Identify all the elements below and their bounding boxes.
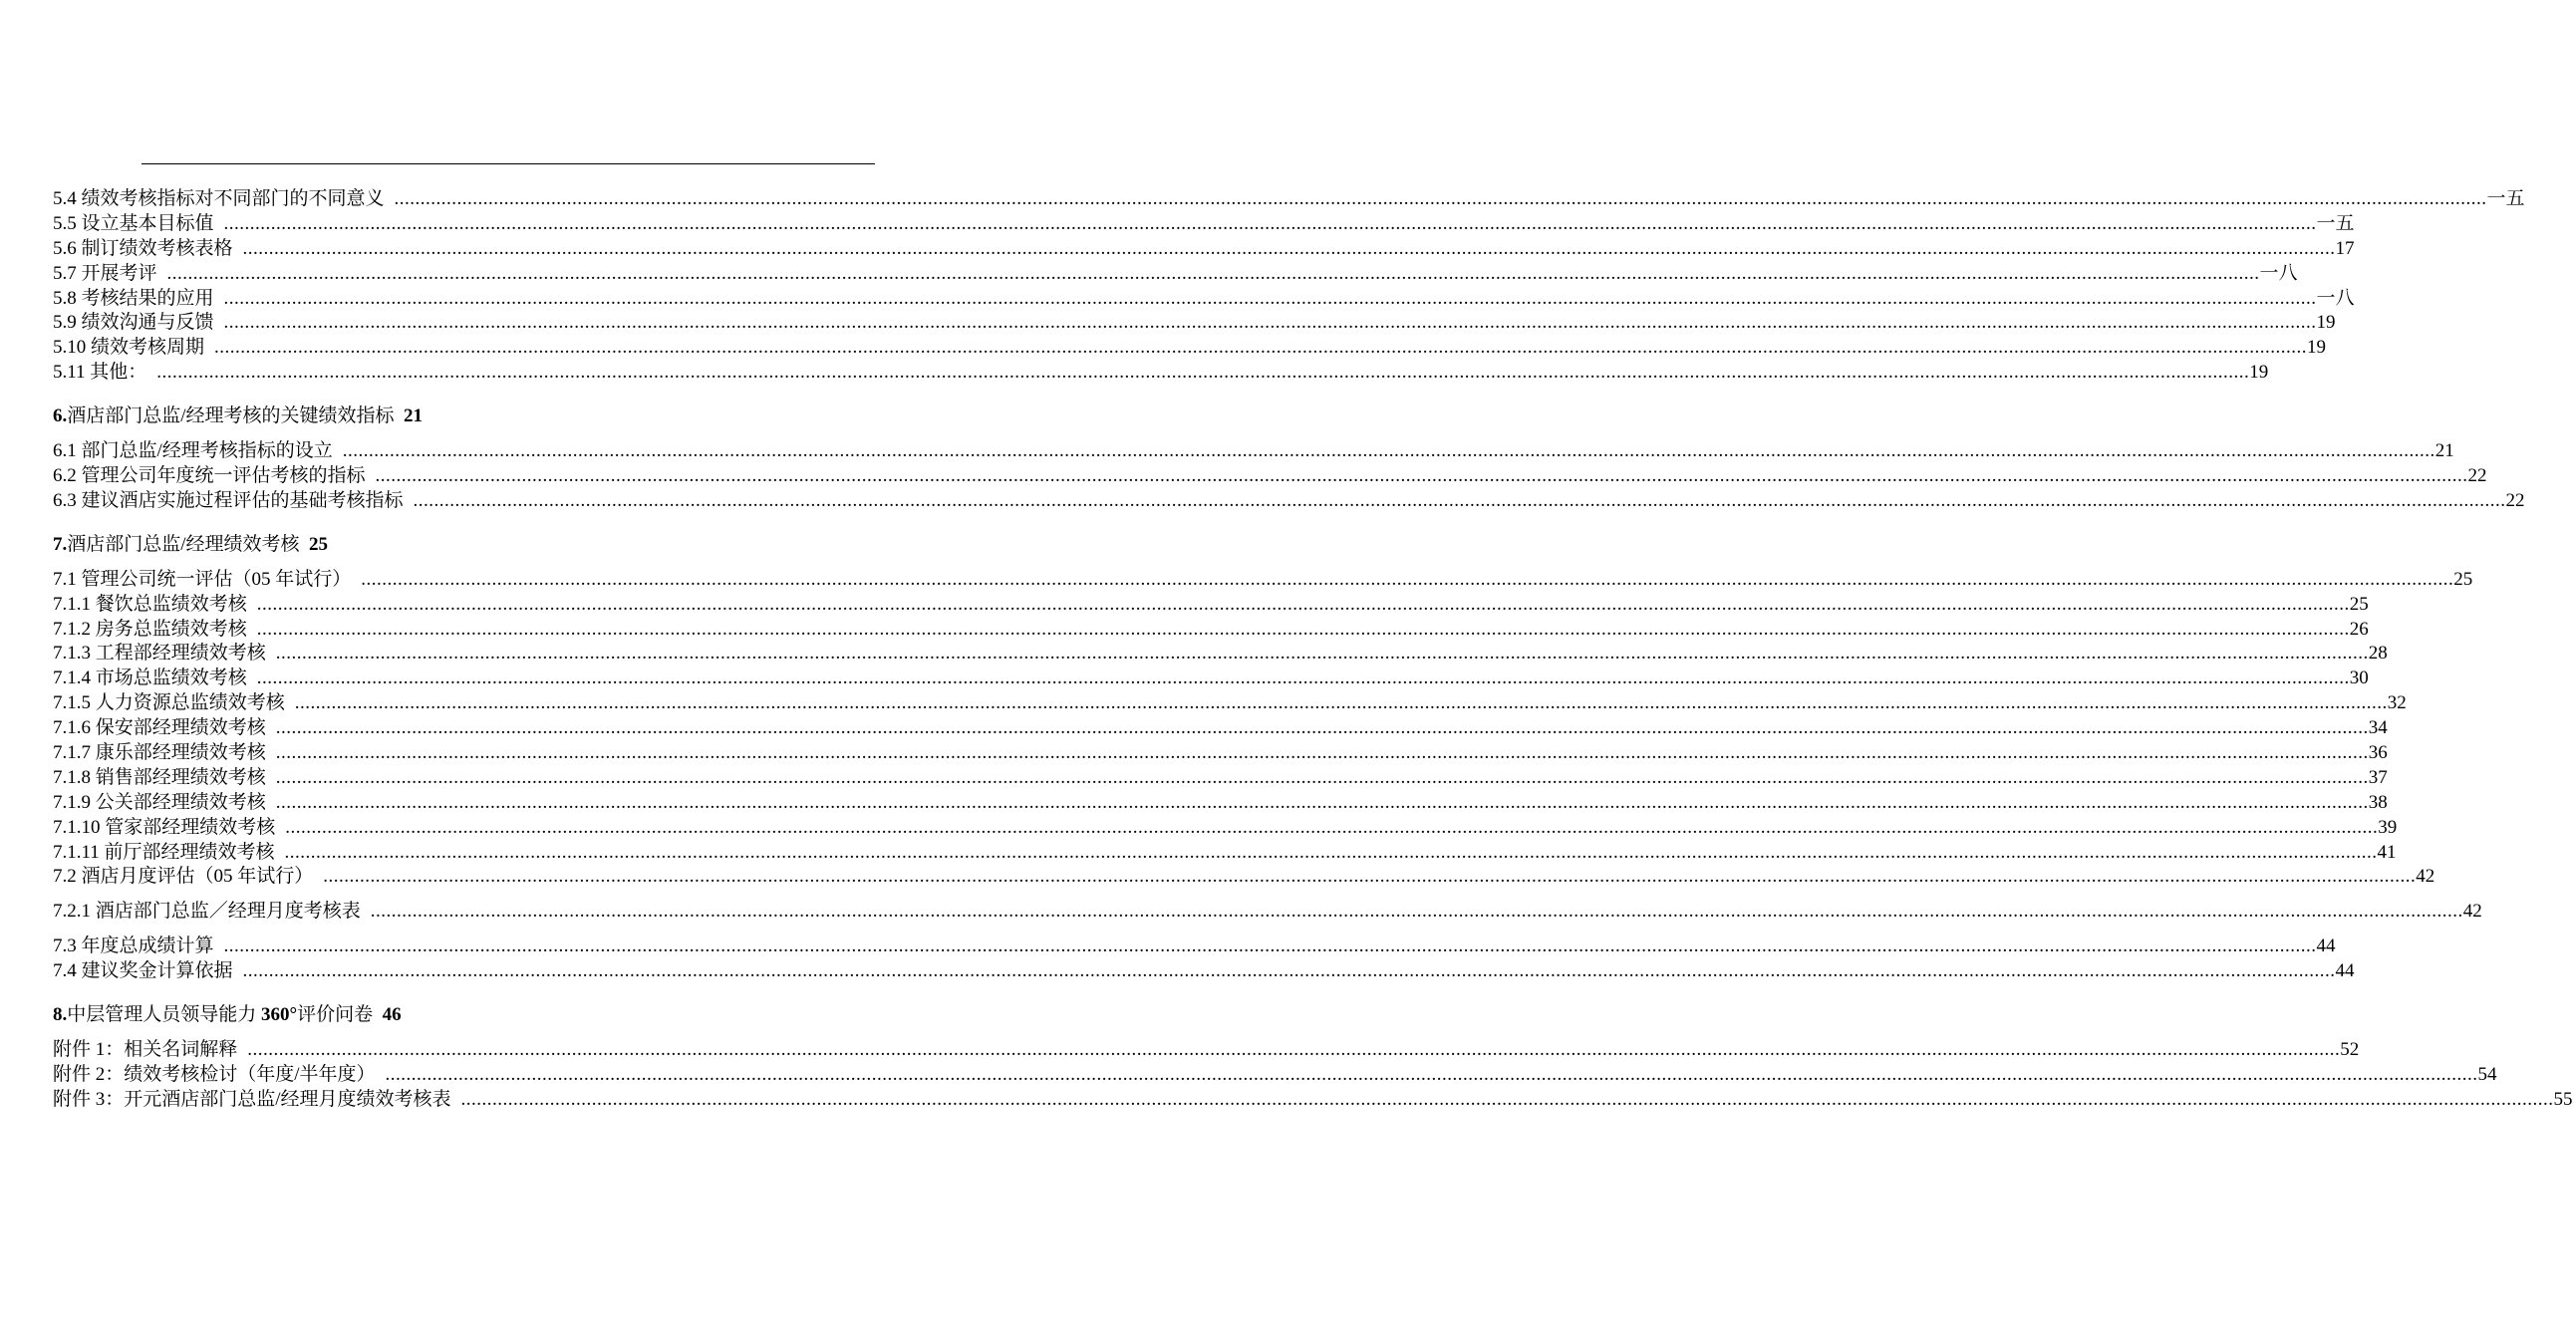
toc-group-7c [53,935,2355,984]
dot-leader: ................................................................................................................................................................................................................................................................................................................................................................................................................ [275,791,2369,813]
toc-entry-label: 7.1.1 餐饮总监绩效考核 [53,593,247,615]
toc-entry[interactable] [53,212,2355,237]
toc-entry[interactable] [53,311,2336,336]
toc-entry-label: 7.1.2 房务总监绩效考核 [53,618,247,640]
toc-entry[interactable] [53,935,2336,959]
toc-entry[interactable] [53,691,2407,716]
toc-entry[interactable] [53,716,2388,741]
toc-entry[interactable] [53,593,2369,618]
toc-entry[interactable] [53,1088,2573,1113]
dot-leader: ................................................................................................................................................................................................................................................................................................................................................................................................................ [156,362,2250,384]
toc-entry[interactable] [53,439,2454,464]
toc-entry-page: 22 [2505,489,2525,511]
toc-entry-page: 19 [2249,362,2269,384]
toc-entry[interactable] [53,237,2355,262]
toc-entry[interactable] [53,841,2397,866]
toc-entry-label: 7.1.6 保安部经理绩效考核 [53,717,266,739]
heading-number: 8. [53,1004,68,1026]
heading-title-bold: 360° [261,1004,298,1026]
dot-leader: ................................................................................................................................................................................................................................................................................................................................................................................................................ [275,717,2369,739]
toc-entry[interactable] [53,361,2269,386]
dot-leader: ................................................................................................................................................................................................................................................................................................................................................................................................................ [370,901,2463,923]
dot-leader: ................................................................................................................................................................................................................................................................................................................................................................................................................ [460,1088,2554,1110]
toc-entry-page: 19 [2316,312,2336,334]
heading-page: 25 [309,533,329,555]
toc-entry-page: 41 [2377,841,2397,863]
toc-entry[interactable] [53,816,2398,841]
toc-entry[interactable] [53,959,2355,984]
toc-entry-page: 42 [2462,901,2482,923]
dot-leader: ................................................................................................................................................................................................................................................................................................................................................................................................................ [284,841,2378,863]
toc-entry-label: 5.10 绩效考核周期 [53,337,205,359]
toc-entry[interactable] [53,865,2435,890]
dot-leader: ................................................................................................................................................................................................................................................................................................................................................................................................................ [214,337,2308,359]
dot-leader: ................................................................................................................................................................................................................................................................................................................................................................................................................ [275,643,2369,665]
toc-entry[interactable] [53,187,2525,212]
toc-heading-8[interactable] [53,1002,860,1028]
heading-title: 中层管理人员领导能力 [67,1004,262,1026]
toc-entry-page: 一五 [2486,188,2525,209]
dot-leader: ................................................................................................................................................................................................................................................................................................................................................................................................................ [275,766,2369,788]
toc-entry[interactable] [53,568,2473,593]
toc-entry-label: 7.1.8 销售部经理绩效考核 [53,766,266,788]
toc-entry-label: 5.4 绩效考核指标对不同部门的不同意义 [53,188,385,209]
toc-entry-page: 一五 [2316,212,2355,234]
toc-entry[interactable] [53,464,2487,489]
dot-leader: ................................................................................................................................................................................................................................................................................................................................................................................................................ [285,816,2379,838]
toc-entry[interactable] [53,262,2298,287]
toc-entry-label: 6.1 部门总监/经理考核指标的设立 [53,440,333,462]
toc-entry-label: 5.9 绩效沟通与反馈 [53,312,214,334]
heading-title: 酒店部门总监/经理绩效考核 [67,533,300,555]
toc-entry-label: 5.7 开展考评 [53,262,157,284]
toc-entry[interactable] [53,766,2388,791]
toc-entry[interactable] [53,791,2388,816]
toc-entry-page: 19 [2307,337,2327,359]
heading-number: 7. [53,533,68,555]
toc-group-5 [53,187,2525,386]
toc-heading-6[interactable] [53,403,860,429]
toc-entry-page: 26 [2349,618,2369,640]
toc-group-appendix [53,1038,2573,1113]
toc-entry[interactable] [53,489,2525,514]
toc-entry-label: 7.2.1 酒店部门总监／经理月度考核表 [53,901,361,923]
toc-entry-label: 附件 1：相关名词解释 [53,1039,238,1061]
toc-entry-label: 7.1.9 公关部经理绩效考核 [53,791,266,813]
dot-leader: ................................................................................................................................................................................................................................................................................................................................................................................................................ [223,287,2317,309]
heading-page: 46 [382,1004,402,1026]
toc-entry-page: 52 [2340,1039,2360,1061]
dot-leader: ................................................................................................................................................................................................................................................................................................................................................................................................................ [275,742,2369,764]
toc-entry-page: 30 [2349,668,2369,689]
dot-leader: ................................................................................................................................................................................................................................................................................................................................................................................................................ [413,489,2506,511]
dot-leader: ................................................................................................................................................................................................................................................................................................................................................................................................................ [242,237,2336,259]
header-rule [142,163,875,164]
toc-entry-page: 39 [2378,816,2398,838]
toc-entry-label: 5.8 考核结果的应用 [53,287,214,309]
toc-entry-page: 22 [2467,465,2487,487]
toc-entry-page: 44 [2335,960,2355,982]
toc-entry-page: 一八 [2259,262,2298,284]
dot-leader: ................................................................................................................................................................................................................................................................................................................................................................................................................ [342,440,2435,462]
dot-leader: ................................................................................................................................................................................................................................................................................................................................................................................................................ [223,936,2317,957]
toc-entry-label: 附件 3：开元酒店部门总监/经理月度绩效考核表 [53,1088,451,1110]
toc-entry[interactable] [53,741,2388,766]
heading-number: 6. [53,405,68,427]
toc-entry[interactable] [53,618,2369,643]
toc-entry-page: 36 [2368,742,2388,764]
toc-entry-label: 7.1.3 工程部经理绩效考核 [53,643,266,665]
toc-entry-page: 44 [2316,936,2336,957]
table-of-contents [53,187,2573,1113]
toc-entry[interactable] [53,900,2482,925]
heading-title-suffix: 评价问卷 [297,1004,374,1026]
toc-entry-label: 6.2 管理公司年度统一评估考核的指标 [53,465,366,487]
toc-entry-page: 21 [2434,440,2454,462]
toc-entry-page: 25 [2349,593,2369,615]
toc-entry-label: 7.2 酒店月度评估（05 年试行） [53,866,314,888]
toc-entry-label: 7.1.10 管家部经理绩效考核 [53,816,276,838]
toc-entry-page: 28 [2368,643,2388,665]
toc-heading-7[interactable] [53,532,860,558]
toc-group-7b [53,900,2482,925]
toc-entry-label: 5.6 制订绩效考核表格 [53,237,233,259]
dot-leader: ................................................................................................................................................................................................................................................................................................................................................................................................................ [256,618,2350,640]
heading-page: 21 [404,405,424,427]
toc-entry-label: 附件 2：绩效考核检讨（年度/半年度） [53,1063,376,1085]
dot-leader: ................................................................................................................................................................................................................................................................................................................................................................................................................ [361,568,2454,590]
dot-leader: ................................................................................................................................................................................................................................................................................................................................................................................................................ [385,1063,2478,1085]
toc-group-6 [53,439,2525,514]
toc-entry[interactable] [53,667,2369,691]
toc-entry[interactable] [53,642,2388,667]
dot-leader: ................................................................................................................................................................................................................................................................................................................................................................................................................ [294,692,2388,714]
toc-group-7a [53,568,2473,891]
toc-entry[interactable] [53,1038,2360,1063]
toc-entry-label: 7.1.5 人力资源总监绩效考核 [53,692,285,714]
dot-leader: ................................................................................................................................................................................................................................................................................................................................................................................................................ [223,312,2317,334]
toc-entry-page: 一八 [2316,287,2355,309]
dot-leader: ................................................................................................................................................................................................................................................................................................................................................................................................................ [166,262,2260,284]
toc-entry-label: 5.11 其他： [53,362,147,384]
toc-entry-page: 55 [2553,1088,2573,1110]
toc-entry-page: 25 [2453,568,2473,590]
heading-title: 酒店部门总监/经理考核的关键绩效指标 [67,405,395,427]
toc-entry-page: 32 [2387,692,2407,714]
toc-entry-page: 17 [2335,237,2355,259]
toc-entry-page: 34 [2368,717,2388,739]
dot-leader: ................................................................................................................................................................................................................................................................................................................................................................................................................ [256,668,2350,689]
dot-leader: ................................................................................................................................................................................................................................................................................................................................................................................................................ [256,593,2350,615]
toc-entry-page: 38 [2368,791,2388,813]
toc-entry-label: 7.1 管理公司统一评估（05 年试行） [53,568,352,590]
toc-entry[interactable] [53,336,2327,361]
toc-entry-label: 7.3 年度总成绩计算 [53,936,214,957]
dot-leader: ................................................................................................................................................................................................................................................................................................................................................................................................................ [242,960,2336,982]
dot-leader: ................................................................................................................................................................................................................................................................................................................................................................................................................ [375,465,2468,487]
toc-entry-label: 7.1.4 市场总监绩效考核 [53,668,247,689]
toc-entry-page: 37 [2368,766,2388,788]
toc-entry-page: 54 [2477,1063,2497,1085]
toc-entry-label: 7.1.7 康乐部经理绩效考核 [53,742,266,764]
toc-entry[interactable] [53,1063,2497,1088]
toc-entry[interactable] [53,287,2355,312]
toc-entry-page: 42 [2416,866,2435,888]
toc-entry-label: 7.1.11 前厅部经理绩效考核 [53,841,275,863]
dot-leader: ................................................................................................................................................................................................................................................................................................................................................................................................................ [394,188,2487,209]
dot-leader: ................................................................................................................................................................................................................................................................................................................................................................................................................ [223,212,2317,234]
toc-entry-label: 6.3 建议酒店实施过程评估的基础考核指标 [53,489,404,511]
toc-entry-label: 5.5 设立基本目标值 [53,212,214,234]
toc-entry-label: 7.4 建议奖金计算依据 [53,960,233,982]
dot-leader: ................................................................................................................................................................................................................................................................................................................................................................................................................ [323,866,2417,888]
dot-leader: ................................................................................................................................................................................................................................................................................................................................................................................................................ [247,1039,2341,1061]
